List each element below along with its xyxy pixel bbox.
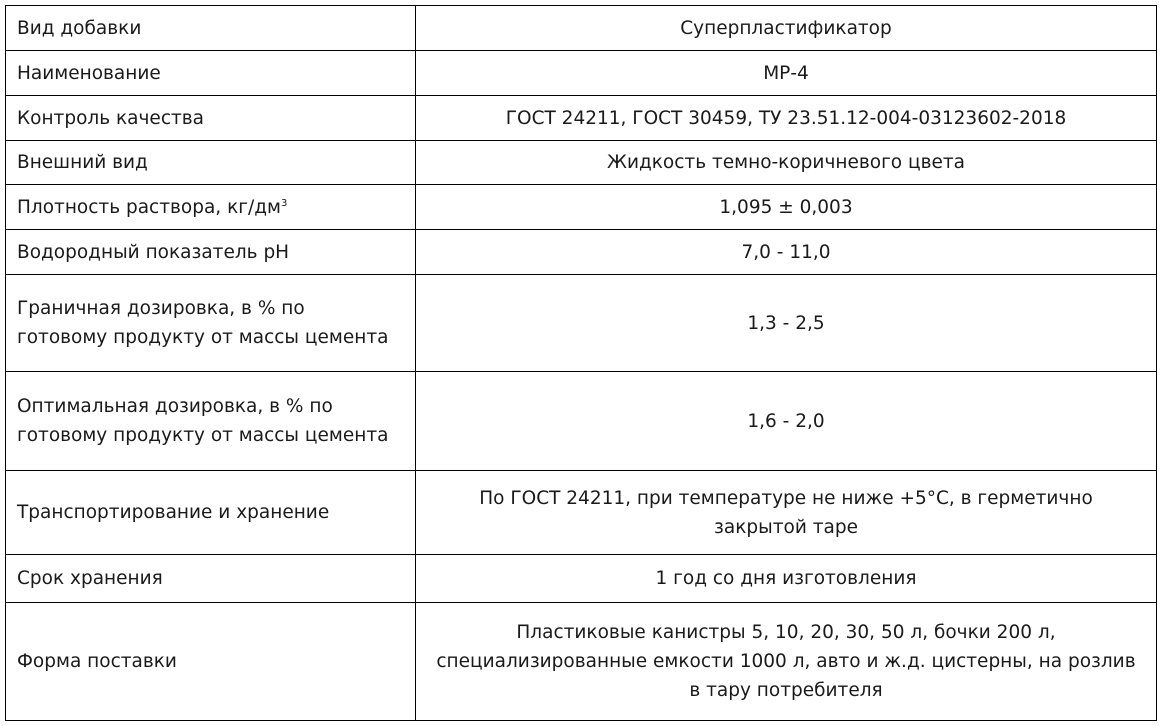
table-row [6,603,1157,721]
row-value: 1,3 - 2,5 [416,275,1157,372]
superscript: 3 [280,197,288,209]
row-value: 1,6 - 2,0 [416,372,1157,471]
row-label [6,372,416,471]
table-row [6,230,1157,275]
row-label: Наименование [6,51,416,96]
row-value [416,471,1157,555]
row-value-line: закрытой таре [714,516,858,538]
table-row [6,275,1157,372]
table-row [6,6,1157,51]
row-label-text: Плотность раствора, кг/дм [17,196,281,218]
table-row [6,51,1157,96]
row-value: 7,0 - 11,0 [416,230,1157,275]
row-label: Вид добавки [6,6,416,51]
row-label: Внешний вид [6,141,416,185]
row-label-line: Граничная дозировка, в % по [17,298,305,319]
table-row [6,372,1157,471]
row-value: 1 год со дня изготовления [416,555,1157,603]
row-label [6,185,416,230]
row-value-line: По ГОСТ 24211, при температуре не ниже +5°С, в герметично [479,487,1093,509]
row-value: ГОСТ 24211, ГОСТ 30459, ТУ 23.51.12-004-03123602-2018 [416,96,1157,141]
row-label: Форма поставки [6,603,416,721]
table-row [6,555,1157,603]
row-value: МР-4 [416,51,1157,96]
row-value: Жидкость темно-коричневого цвета [416,141,1157,185]
row-label [6,275,416,372]
table-row [6,141,1157,185]
row-label-line: готовому продукту от массы цемента [17,425,389,446]
row-label: Контроль качества [6,96,416,141]
specification-table [5,5,1157,721]
table-row [6,471,1157,555]
row-value-line: Пластиковые канистры 5, 10, 20, 30, 50 л, бочки 200 л, [516,622,1056,643]
row-label: Срок хранения [6,555,416,603]
row-value: 1,095 ± 0,003 [416,185,1157,230]
row-label-line: готовому продукту от массы цемента [17,327,389,348]
row-label: Водородный показатель pH [6,230,416,275]
row-label: Транспортирование и хранение [6,471,416,555]
row-value-line: специализированные емкости 1000 л, авто и ж.д. цистерны, на розлив [436,651,1136,672]
table-row [6,96,1157,141]
table-row [6,185,1157,230]
row-value: Суперпластификатор [416,6,1157,51]
row-label-line: Оптимальная дозировка, в % по [17,396,333,417]
row-value [416,603,1157,721]
row-value-line: в тару потребителя [689,680,883,701]
